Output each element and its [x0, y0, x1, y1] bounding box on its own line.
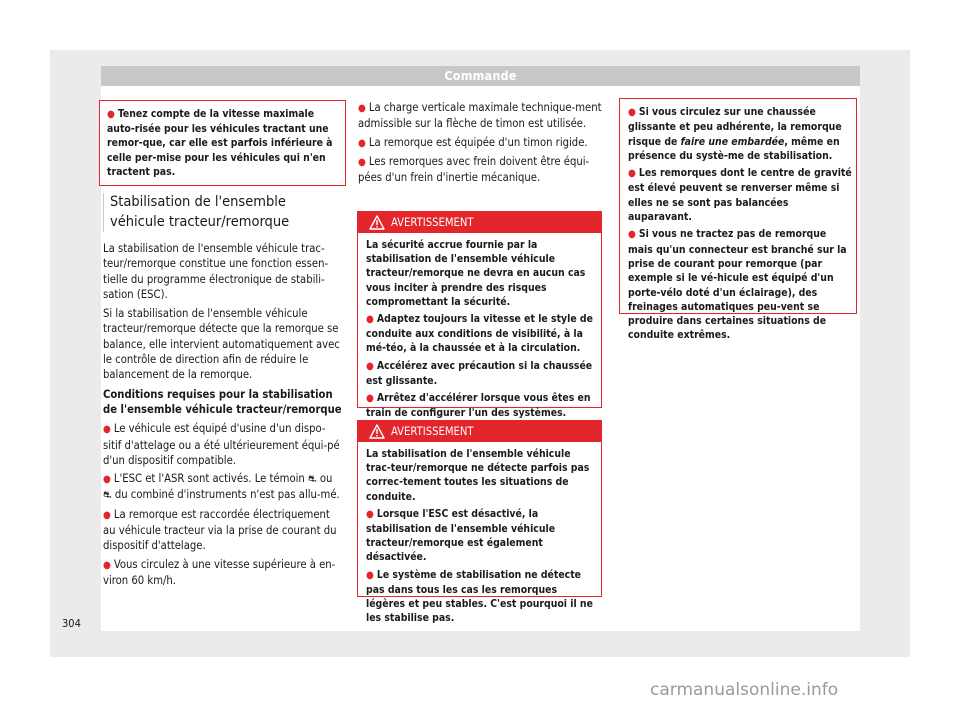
list-item: ● Accélérez avec précaution si la chaussée est glissante.: [366, 359, 593, 387]
bullet-icon: ●: [358, 137, 366, 149]
warning-intro: La stabilisation de l'ensemble véhicule trac-teur/remorque ne détecte parfois pas correc-tement toutes les situations de conduite.: [366, 448, 590, 503]
esc-warning-icon: ⛐: [308, 474, 317, 486]
bullet-icon: ●: [103, 559, 111, 571]
warning-intro: La sécurité accrue fournie par la stabilisation de l'ensemble véhicule tracteur/remorque ne devra en aucun cas vous inciter à prendre des risques compromettant la sécurité.: [366, 239, 586, 308]
warning-triangle-icon: [369, 215, 385, 230]
note-box: [99, 100, 346, 186]
paragraph: Si la stabilisation de l'ensemble véhicule tracteur/remorque détecte que la remorque se balance, elle intervient automatiquement avec le contrôle de direction afin de réduire le balancement de la remorque.: [103, 307, 340, 382]
bullet-icon: ●: [107, 109, 115, 120]
warning-body: [358, 442, 601, 625]
bullet-icon: ●: [103, 424, 111, 436]
list-item: ● Lorsque l'ESC est désactivé, la stabilisation de l'ensemble véhicule tracteur/remorque est également désactivée.: [366, 507, 556, 564]
warning-box: [357, 420, 602, 625]
bullet-icon: ●: [358, 103, 366, 114]
warning-header: [358, 421, 601, 442]
warning-label: AVERTISSEMENT: [391, 425, 474, 438]
list-item: ● La charge verticale maximale technique-ment admissible sur la flèche de timon est utilisée.: [358, 101, 602, 131]
column-left: [103, 241, 343, 591]
bullet-icon: ●: [366, 314, 374, 326]
bullet-icon: ●: [103, 509, 111, 521]
warning-header: [358, 212, 601, 233]
list-item: ● Si vous ne tractez pas de remorque mais qu'un connecteur est branché sur la prise de courant pour remorque (par exemple si le vé-hicule est équipé d'un porte-vélo doté d'un éclairage), des freinages automatiques peu-vent se produire dans certaines situations de conduite extrêmes.: [628, 228, 847, 342]
bullet-icon: ●: [628, 168, 636, 180]
page-number: 304: [62, 617, 81, 630]
note-text: Tenez compte de la vitesse maximale auto-risée pour les véhicules tractant une remor-que, car elle est parfois inférieure à celle per-mise pour les véhicules qui n'en tractent pas.: [107, 108, 333, 178]
warning-continued-box: [619, 98, 857, 342]
bullet-icon: ●: [366, 393, 374, 405]
section-title: Stabilisation de l'ensemble véhicule tracteur/remorque: [103, 193, 340, 232]
bullet-icon: ●: [628, 107, 636, 118]
list-item: ● L'ESC et l'ASR sont activés. Le témoin ⛐ ou ⛐ du combiné d'instruments n'est pas allu-mé.: [103, 472, 340, 502]
conditions-title: Conditions requises pour la stabilisation de l'ensemble véhicule tracteur/remorque: [103, 387, 342, 416]
list-item: ● La remorque est équipée d'un timon rigide.: [358, 135, 588, 149]
list-item: ● Les remorques dont le centre de gravité est élevé peuvent se renverser même si elles ne se sont pas balancées auparavant.: [628, 167, 852, 224]
warning-body: [358, 233, 601, 420]
esc-off-icon: ⛐: [103, 490, 112, 502]
list-item: ● Arrêtez d'accélérer lorsque vous êtes en train de configurer l'un des systèmes.: [366, 392, 591, 420]
warning-triangle-icon: [369, 424, 385, 439]
list-item: ● Adaptez toujours la vitesse et le style de conduite aux conditions de visibilité, à la mé-téo, à la chaussée et à la circulation.: [366, 313, 593, 355]
list-item: ● Le véhicule est équipé d'usine d'un dispo-sitif d'attelage ou a été ultérieurement équi-pé d'un dispositif compatible.: [103, 422, 340, 467]
bullet-icon: ●: [628, 229, 636, 241]
watermark: carmanualsonline.info: [650, 680, 839, 700]
column-middle: [358, 100, 603, 188]
bullet-icon: ●: [358, 156, 366, 168]
paragraph: La stabilisation de l'ensemble véhicule trac-teur/remorque constitue une fonction essen-tielle du programme électronique de stabili-sation (ESC).: [103, 242, 329, 301]
list-item: ● Les remorques avec frein doivent être équi-pées d'un frein d'inertie mécanique.: [358, 154, 590, 185]
bullet-icon: ●: [103, 474, 111, 486]
list-item: ● Si vous circulez sur une chaussée glissante et peu adhérente, la remorque risque de faire une embardée, même en présence du systè-me de stabilisation.: [628, 106, 842, 162]
page-header: Commande: [101, 66, 860, 86]
warning-box: [357, 211, 602, 420]
list-item: ● Vous circulez à une vitesse supérieure à en-viron 60 km/h.: [103, 557, 336, 587]
bullet-icon: ●: [366, 508, 374, 520]
warning-label: AVERTISSEMENT: [391, 216, 474, 229]
list-item: ● Le système de stabilisation ne détecte pas dans tous les cas les remorques légères et peu stables. C'est pourquoi il ne les stabilise pas.: [366, 568, 593, 625]
bullet-icon: ●: [366, 360, 374, 372]
list-item: ● La remorque est raccordée électriquement au véhicule tracteur via la prise de courant du dispositif d'attelage.: [103, 507, 337, 553]
bullet-icon: ●: [366, 569, 374, 581]
